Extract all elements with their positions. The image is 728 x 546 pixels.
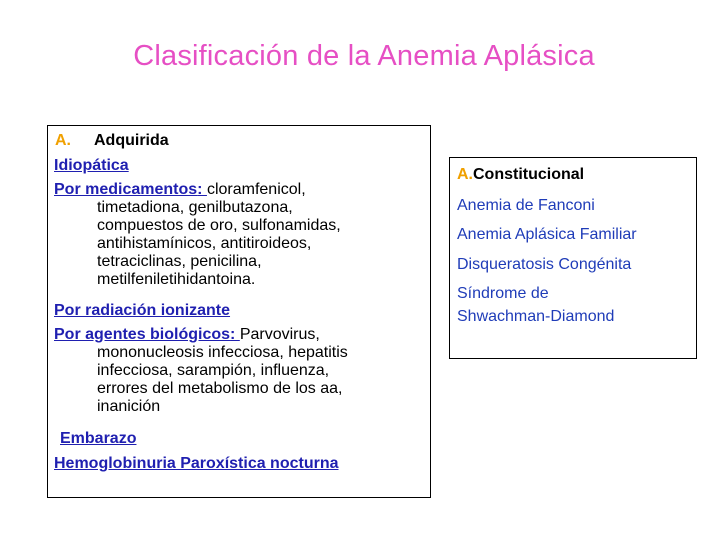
medicamentos-colon: : <box>197 181 207 198</box>
idiopatica-link[interactable]: Idiopática <box>54 157 129 174</box>
radiacion-link[interactable]: Por radiación ionizante <box>54 302 231 319</box>
medicamentos-link[interactable]: Por medicamentos <box>54 181 198 198</box>
biologicos-desc-3: infecciosa, sarampión, influenza, <box>97 362 330 379</box>
constitutional-item-shwachman: Shwachman-Diamond <box>457 308 615 325</box>
idiopatica-line <box>54 157 129 175</box>
hemoglobinuria-link[interactable]: Hemoglobinuria Paroxística nocturna <box>54 455 339 472</box>
hemoglobinuria-line <box>54 455 339 473</box>
medicamentos-desc-5: tetraciclinas, penicilina, <box>97 253 262 270</box>
medicamentos-desc-1: cloramfenicol, <box>206 181 306 198</box>
biologicos-desc-5: inanición <box>97 398 161 415</box>
medicamentos-desc-3: compuestos de oro, sulfonamidas, <box>97 217 341 234</box>
biologicos-link[interactable]: Por agentes biológicos <box>54 326 231 343</box>
constitutional-letter: A. <box>457 166 473 183</box>
embarazo-line <box>60 430 136 448</box>
constitutional-heading-text: Constitucional <box>473 166 585 183</box>
radiacion-line <box>54 302 230 320</box>
constitutional-item-fanconi: Anemia de Fanconi <box>457 197 595 214</box>
constitutional-item-disqueratosis: Disqueratosis Congénita <box>457 256 632 273</box>
medicamentos-line <box>54 181 306 199</box>
constitutional-heading <box>457 165 584 185</box>
acquired-heading-text: Adquirida <box>94 132 169 149</box>
constitutional-item-sindrome: Síndrome de <box>457 285 549 302</box>
constitutional-item-familiar: Anemia Aplásica Familiar <box>457 226 637 243</box>
biologicos-colon: : <box>230 326 240 343</box>
medicamentos-desc-2: timetadiona, genilbutazona, <box>97 199 293 216</box>
biologicos-desc-1: Parvovirus, <box>239 326 320 343</box>
embarazo-link[interactable]: Embarazo <box>60 430 137 447</box>
medicamentos-desc-4: antihistamínicos, antitiroideos, <box>97 235 312 252</box>
slide-title: Clasificación de la Anemia Aplásica <box>133 40 595 72</box>
acquired-heading <box>55 132 169 150</box>
medicamentos-desc-6: metilfeniletihidantoina. <box>97 271 256 288</box>
biologicos-desc-2: mononucleosis infecciosa, hepatitis <box>97 344 348 361</box>
biologicos-desc-4: errores del metabolismo de los aa, <box>97 380 343 397</box>
biologicos-line <box>54 326 320 344</box>
acquired-letter: A. <box>55 132 71 149</box>
